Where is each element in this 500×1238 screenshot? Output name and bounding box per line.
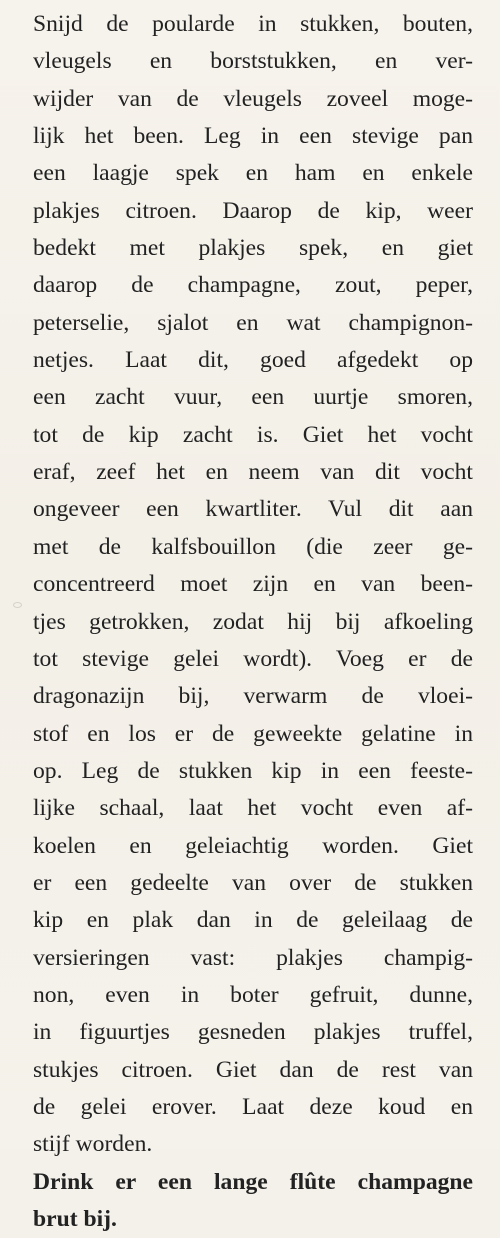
recipe-line: non, even in boter gefruit, dunne,	[33, 981, 473, 1008]
drink-line: Drink er een lange flûte champagne	[33, 1168, 473, 1195]
recipe-line: eraf, zeef het en neem van dit vocht	[33, 459, 473, 486]
recipe-line: koelen en geleiachtig worden. Giet	[33, 832, 473, 859]
recipe-line: plakjes citroen. Daarop de kip, weer	[33, 197, 473, 224]
recipe-line: tjes getrokken, zodat hij bij afkoeling	[33, 608, 473, 635]
recipe-line: tot de kip zacht is. Giet het vocht	[33, 421, 473, 448]
recipe-line: Snijd de poularde in stukken, bouten,	[33, 11, 473, 37]
recipe-line: stukjes citroen. Giet dan de rest van	[33, 1056, 473, 1083]
recipe-line: peterselie, sjalot en wat champignon-	[33, 309, 473, 336]
recipe-line: lijke schaal, laat het vocht even af-	[33, 795, 473, 822]
recipe-line: daarop de champagne, zout, peper,	[33, 272, 473, 299]
recipe-line: op. Leg de stukken kip in een feeste-	[33, 757, 473, 784]
paper-speck	[13, 602, 22, 608]
recipe-line: een laagje spek en ham en enkele	[33, 160, 473, 187]
recipe-line: versieringen vast: plakjes champig-	[33, 944, 473, 971]
recipe-line: een zacht vuur, een uurtje smoren,	[33, 384, 473, 411]
recipe-line: vleugels en borststukken, en ver-	[33, 48, 473, 75]
recipe-line: kip en plak dan in de geleilaag de	[33, 907, 473, 934]
recipe-line: bedekt met plakjes spek, en giet	[33, 235, 473, 262]
recipe-line: concentreerd moet zijn en van been-	[33, 571, 473, 598]
recipe-line: wijder van de vleugels zoveel moge-	[33, 85, 473, 112]
recipe-line: in figuurtjes gesneden plakjes truffel,	[33, 1019, 473, 1046]
recipe-line: dragonazijn bij, verwarm de vloei-	[33, 683, 473, 710]
recipe-line: ongeveer een kwartliter. Vul dit aan	[33, 496, 473, 523]
recipe-text	[33, 6, 473, 1238]
recipe-line: met de kalfsbouillon (die zeer ge-	[33, 533, 473, 560]
recipe-line: er een gedeelte van over de stukken	[33, 869, 473, 896]
recipe-line: tot stevige gelei wordt). Voeg er de	[33, 645, 473, 672]
drink-line: brut bij.	[33, 1206, 117, 1232]
recipe-line: stof en los er de geweekte gelatine in	[33, 720, 473, 747]
recipe-line: de gelei erover. Laat deze koud en	[33, 1093, 473, 1120]
recipe-line: lijk het been. Leg in een stevige pan	[33, 123, 473, 150]
recipe-line: netjes. Laat dit, goed afgedekt op	[33, 347, 473, 374]
recipe-line: stijf worden.	[33, 1131, 153, 1158]
